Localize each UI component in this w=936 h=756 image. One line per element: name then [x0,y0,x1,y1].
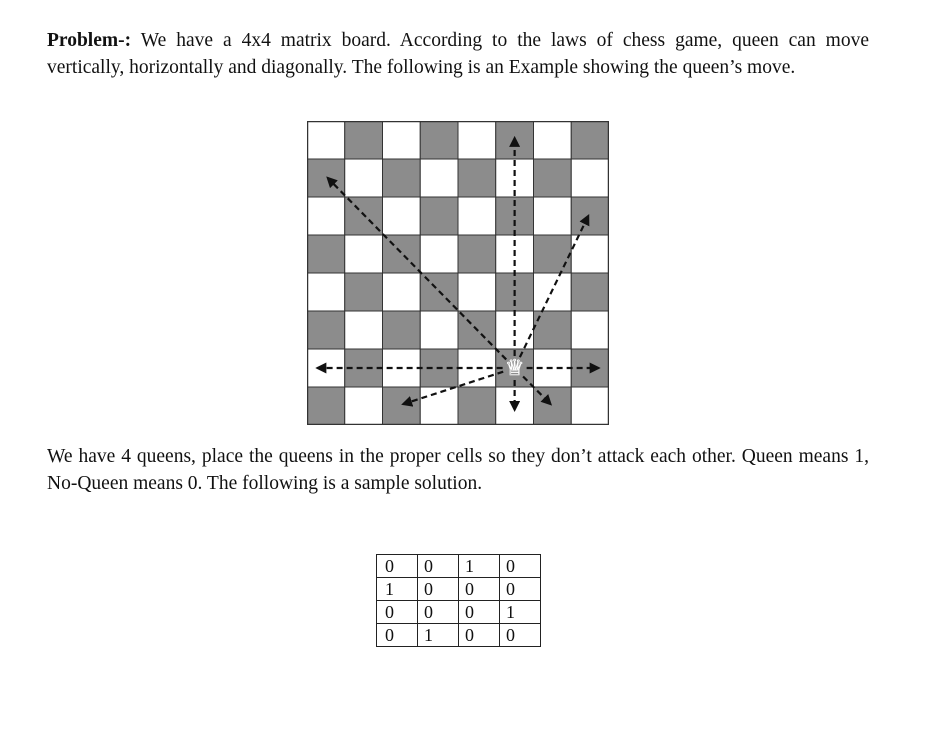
board-square-dark [383,311,421,349]
board-square-dark [307,387,345,425]
board-square-light [420,235,458,273]
solution-cell: 1 [459,555,500,578]
solution-cell: 1 [418,624,459,647]
board-square-light [383,273,421,311]
board-square-dark [345,273,383,311]
board-square-dark [383,235,421,273]
board-square-dark [571,121,609,159]
solution-cell: 0 [500,578,541,601]
board-square-light [458,197,496,235]
board-square-dark [420,197,458,235]
board-square-dark [534,159,572,197]
board-square-light [420,387,458,425]
board-square-light [458,121,496,159]
board-square-light [420,159,458,197]
board-square-light [383,197,421,235]
board-square-dark [307,311,345,349]
problem-intro-text: We have a 4x4 matrix board. According to the laws of chess game, queen can move vertically, horizontally and diagonally. The following is an Example showing the queen’s move. [47,30,869,78]
solution-row [377,624,541,647]
board-square-dark [458,159,496,197]
board-square-light [534,121,572,159]
solution-cell: 0 [459,601,500,624]
board-square-light [571,387,609,425]
board-square-light [307,273,345,311]
solution-cell: 0 [459,624,500,647]
board-square-dark [571,197,609,235]
board-square-light [534,197,572,235]
solution-cell: 0 [500,624,541,647]
board-square-dark [458,387,496,425]
board-square-light [307,197,345,235]
board-square-light [307,121,345,159]
solution-cell: 0 [377,555,418,578]
instructions-text: We have 4 queens, place the queens in the proper cells so they don’t attack each other. Queen means 1, No-Queen means 0. The following is a sample solution. [47,446,869,494]
solution-cell: 0 [377,601,418,624]
board-square-dark [383,159,421,197]
solution-row [377,601,541,624]
board-square-dark [458,235,496,273]
problem-statement [47,27,869,81]
board-square-light [571,311,609,349]
solution-cell: 0 [418,578,459,601]
board-square-light [345,387,383,425]
board-square-light [571,159,609,197]
solution-cell: 1 [377,578,418,601]
board-square-dark [307,235,345,273]
solution-cell: 0 [500,555,541,578]
problem-label: Problem-: [47,30,132,51]
solution-row [377,555,541,578]
board-square-light [420,311,458,349]
example-chessboard [307,121,609,425]
board-square-light [345,159,383,197]
board-square-light [345,311,383,349]
board-square-light [458,273,496,311]
board-square-dark [383,387,421,425]
board-square-dark [345,121,383,159]
board-square-dark [534,235,572,273]
board-square-light [383,121,421,159]
board-square-dark [571,273,609,311]
sample-solution-table [376,554,541,647]
board-square-dark [420,121,458,159]
board-square-dark [307,159,345,197]
queen-icon: ♕ [504,356,525,381]
solution-cell: 0 [377,624,418,647]
solution-cell: 0 [418,601,459,624]
board-square-light [571,235,609,273]
solution-row [377,578,541,601]
solution-cell: 0 [418,555,459,578]
solution-cell: 1 [500,601,541,624]
solution-cell: 0 [459,578,500,601]
board-square-light [345,235,383,273]
